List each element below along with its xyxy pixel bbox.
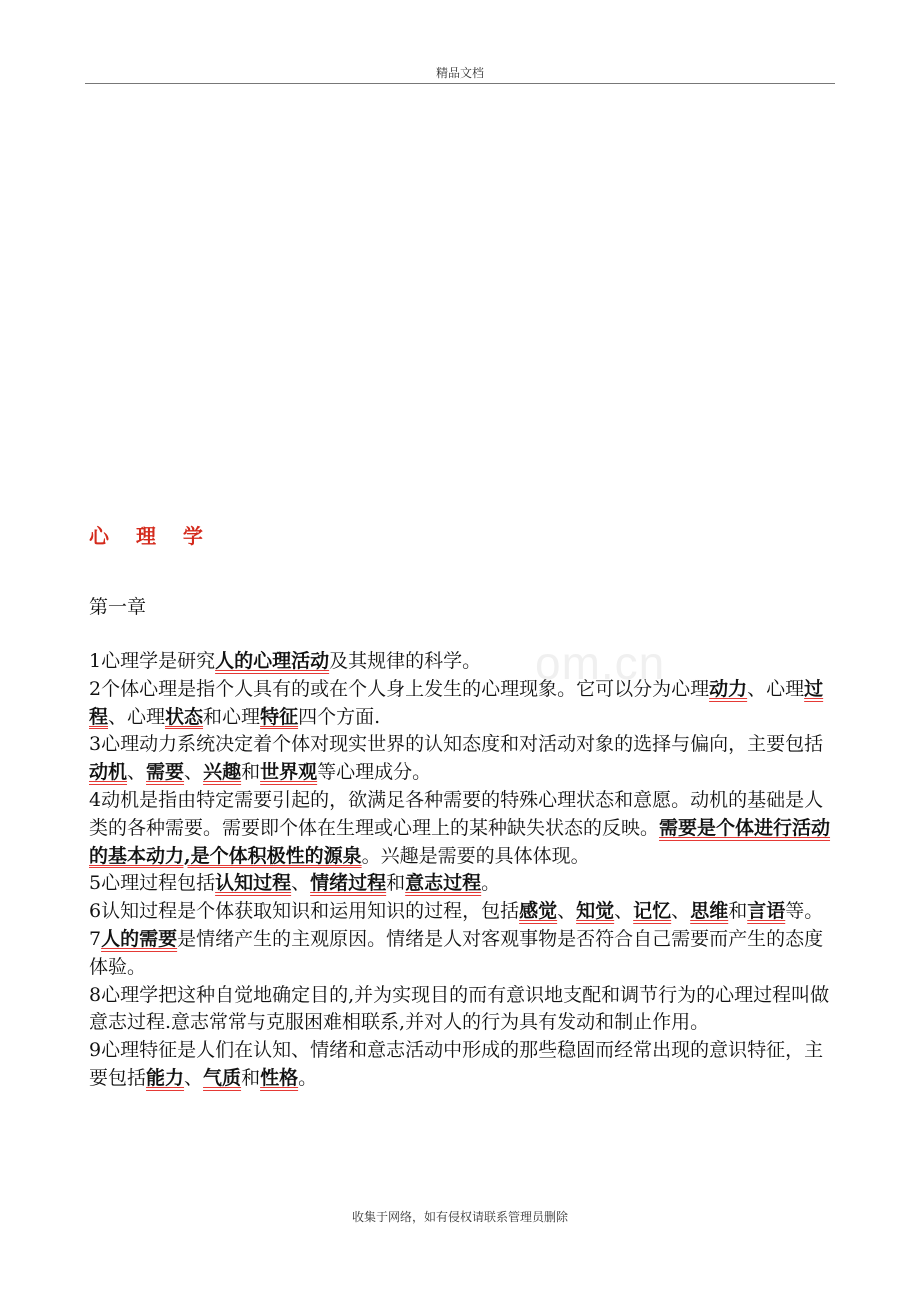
list-item	[89, 898, 831, 926]
paragraph-text: 、	[184, 761, 204, 784]
key-term: 言语	[747, 900, 786, 923]
key-term: 需要是个体进行活动的基本动力,是个体积极性的源泉	[89, 816, 831, 867]
key-term: 人的心理活动	[215, 650, 330, 672]
paragraph-text: 、	[671, 900, 691, 923]
paragraph-text: 8心理学把这种自觉地确定目的,并为实现目的而有意识地支配和调节行为的心理过程叫做意志过程.意志常常与克服困难相联系,并对人的行为具有发动和制止作用。	[89, 983, 830, 1034]
key-term: 特征	[260, 705, 299, 728]
paragraph-text: 5心理过程包括	[89, 872, 216, 895]
paragraph-text: 和	[241, 1066, 261, 1089]
paragraph-text: 及其规律的科学。	[329, 650, 482, 672]
paragraph-text: 。兴趣是需要的具体体现。	[361, 844, 590, 867]
paragraph-text: 、	[614, 900, 634, 923]
list-item	[89, 731, 831, 787]
page-footer-text: 收集于网络，如有侵权请联系管理员删除	[351, 1210, 568, 1224]
key-term: 需要	[146, 761, 185, 784]
key-term: 状态	[165, 705, 204, 728]
paragraph-text: 和	[241, 761, 261, 784]
key-term: 气质	[203, 1066, 242, 1089]
key-term: 知觉	[576, 900, 615, 923]
paragraph-text: 和	[386, 872, 406, 895]
list-item	[89, 926, 831, 982]
list-item	[89, 870, 831, 898]
paragraph-text: 9心理特征是人们在认知、情绪和意志活动中形成的那些稳固而经常出现的意识特征，主要包括	[89, 1039, 824, 1089]
watermark-text: om.cn	[535, 637, 666, 689]
key-term: 意志过程	[405, 872, 482, 895]
list-item	[89, 676, 831, 732]
key-term: 能力	[146, 1066, 185, 1089]
paragraph-text: 4动机是指由特定需要引起的，欲满足各种需要的特殊心理状态和意愿。动机的基础是人类的各种需要。需要即个体在生理或心理上的某种缺失状态的反映。	[89, 788, 824, 839]
paragraph-text: 。	[481, 872, 501, 895]
list-item	[89, 648, 831, 676]
key-term: 兴趣	[203, 761, 242, 784]
list-item	[89, 787, 831, 870]
list-item	[89, 1037, 831, 1093]
key-term: 世界观	[260, 761, 318, 784]
header-divider	[85, 83, 835, 84]
key-term: 情绪过程	[310, 872, 387, 895]
paragraph-text: 、	[184, 1066, 204, 1089]
paragraph-text: 1心理学是研究	[89, 650, 216, 672]
paragraph-text: 7	[89, 927, 102, 950]
paragraph-text: 2个体心理是指个人具有的或在个人身上发生的心理现象。它可以分为心理	[89, 677, 710, 700]
paragraph-text: 、心理	[747, 677, 805, 700]
key-term: 人的需要	[101, 927, 178, 950]
page-header-text: 精品文档	[435, 66, 484, 80]
paragraph-text: 等。	[785, 900, 824, 923]
key-term: 过程	[89, 677, 824, 728]
key-term: 动力	[709, 677, 748, 700]
key-term: 性格	[260, 1066, 299, 1089]
key-term: 思维	[690, 900, 729, 923]
paragraph-text: 、	[291, 872, 311, 895]
paragraph-text: 和	[728, 900, 748, 923]
paragraph-text: 3心理动力系统决定着个体对现实世界的认知态度和对活动对象的选择与偏向，主要包括	[89, 733, 824, 756]
paragraph-text: 6认知过程是个体获取知识和运用知识的过程，包括	[89, 900, 520, 923]
paragraph-text: 四个方面.	[298, 705, 381, 728]
paragraph-text: 、	[127, 761, 147, 784]
paragraph-text: 等心理成分。	[317, 761, 432, 784]
key-term: 动机	[89, 761, 128, 784]
key-term: 记忆	[633, 900, 672, 923]
paragraph-text: 、	[557, 900, 577, 923]
paragraph-text: 是情绪产生的主观原因。情绪是人对客观事物是否符合自己需要而产生的态度体验。	[89, 927, 824, 978]
paragraph-text: 。	[298, 1066, 318, 1089]
document-title: 心 理 学	[89, 524, 213, 548]
paragraph-text: 和心理	[203, 705, 261, 728]
key-term: 认知过程	[215, 872, 292, 895]
key-term: 感觉	[519, 900, 558, 923]
document-body	[89, 648, 831, 1093]
paragraph-text: 、心理	[108, 705, 166, 728]
chapter-heading: 第一章	[89, 596, 147, 618]
list-item	[89, 982, 831, 1038]
